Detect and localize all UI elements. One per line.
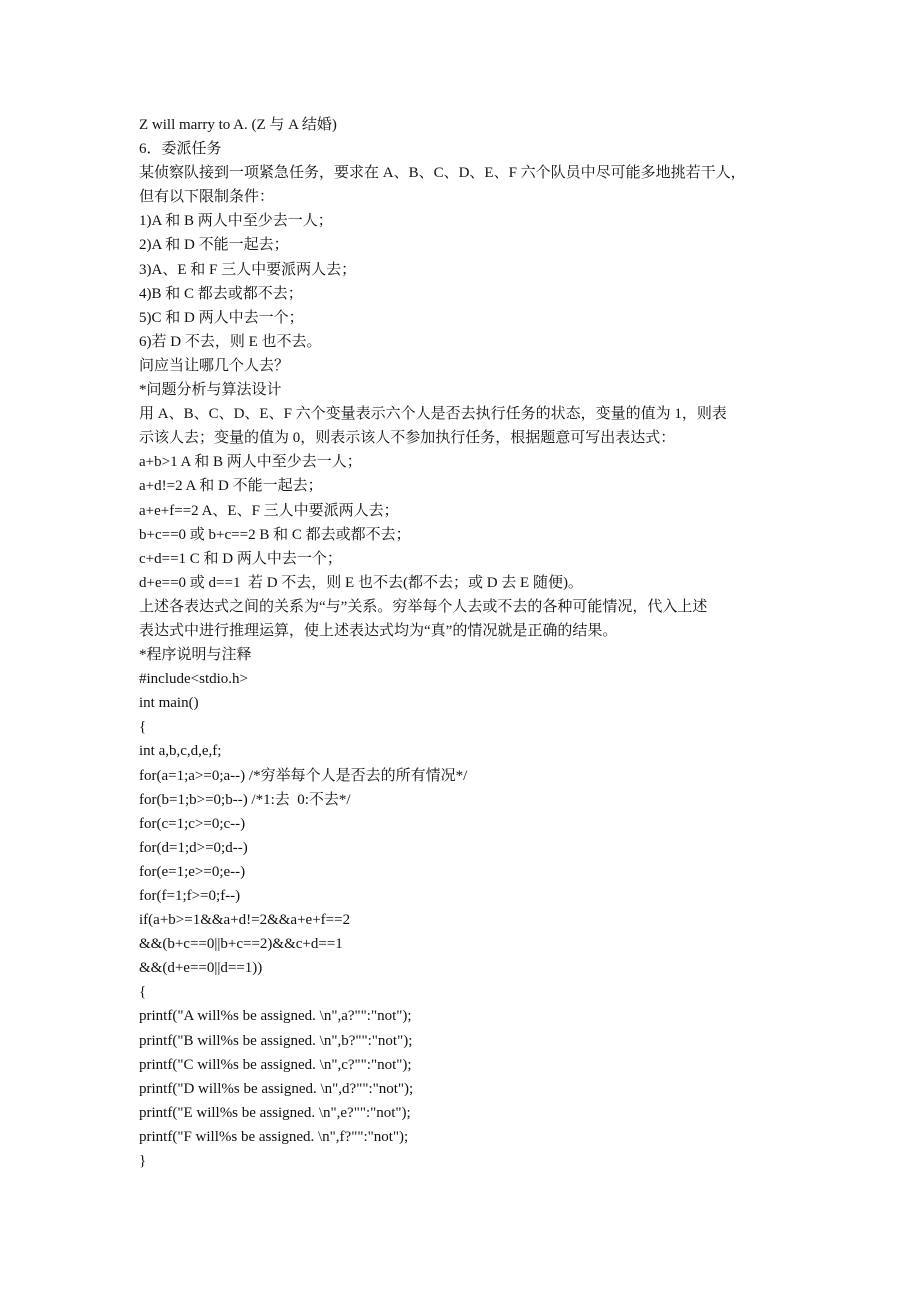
code-line: &&(b+c==0||b+c==2)&&c+d==1 (139, 936, 343, 953)
code-line: for(f=1;f>=0;f--) (139, 888, 241, 904)
condition-item: 6)若 D 不去，则 E 也不去。 (139, 333, 322, 350)
code-line: for(d=1;d>=0;d--) (139, 839, 248, 856)
section-heading: 6．委派任务 (139, 141, 222, 158)
text-line: Z will marry to A. (Z 与 A 结婚) (139, 117, 337, 133)
code-line: for(b=1;b>=0;b--) /*1:去 0:不去*/ (139, 791, 351, 808)
code-line: printf("A will%s be assigned. \n",a?"":"not"); (139, 1008, 412, 1025)
subsection-heading: *程序说明与注释 (139, 647, 252, 664)
document-body (139, 113, 799, 1173)
expression-line: c+d==1 C 和 D 两人中去一个； (139, 550, 342, 567)
text-line: 用 A、B、C、D、E、F 六个变量表示六个人是否去执行任务的状态，变量的值为 1，则表 (139, 406, 727, 423)
condition-item: 1)A 和 B 两人中至少去一人； (139, 213, 333, 230)
code-line: { (139, 984, 147, 1001)
subsection-heading: *问题分析与算法设计 (139, 382, 282, 399)
expression-line: a+b>1 A 和 B 两人中至少去一人； (139, 454, 362, 471)
condition-item: 5)C 和 D 两人中去一个； (139, 309, 304, 326)
text-line: 但有以下限制条件： (139, 189, 275, 206)
code-line: int main() (139, 695, 199, 712)
expression-line: a+e+f==2 A、E、F 三人中要派两人去； (139, 502, 399, 519)
code-line: { (139, 719, 147, 736)
code-line: #include<stdio.h> (139, 671, 248, 688)
code-line: } (139, 1153, 147, 1170)
text-line: 示该人去；变量的值为 0，则表示该人不参加执行任务，根据题意可写出表达式： (139, 430, 676, 447)
condition-item: 4)B 和 C 都去或都不去； (139, 285, 303, 302)
code-line: for(e=1;e>=0;e--) (139, 863, 246, 880)
code-line: for(c=1;c>=0;c--) (139, 815, 246, 832)
condition-item: 3)A、E 和 F 三人中要派两人去； (139, 261, 357, 278)
code-line: if(a+b>=1&&a+d!=2&&a+e+f==2 (139, 912, 351, 929)
text-line: 上述各表达式之间的关系为“与”关系。穷举每个人去或不去的各种可能情况，代入上述 (139, 598, 708, 615)
expression-line: b+c==0 或 b+c==2 B 和 C 都去或都不去； (139, 526, 411, 543)
code-line: for(a=1;a>=0;a--) /*穷举每个人是否去的所有情况*/ (139, 767, 468, 784)
code-line: int a,b,c,d,e,f; (139, 743, 222, 760)
code-line: &&(d+e==0||d==1)) (139, 960, 263, 977)
expression-line: d+e==0 或 d==1 若 D 不去，则 E 也不去(都不去；或 D 去 E 随便)。 (139, 574, 583, 591)
code-line: printf("E will%s be assigned. \n",e?"":"not"); (139, 1104, 411, 1121)
text-line: 某侦察队接到一项紧急任务，要求在 A、B、C、D、E、F 六个队员中尽可能多地挑若干人， (139, 165, 746, 182)
code-line: printf("F will%s be assigned. \n",f?"":"not"); (139, 1128, 409, 1145)
question-line: 问应当让哪几个人去？ (139, 357, 290, 374)
condition-item: 2)A 和 D 不能一起去； (139, 237, 289, 254)
code-line: printf("D will%s be assigned. \n",d?"":"not"); (139, 1080, 414, 1097)
code-line: printf("B will%s be assigned. \n",b?"":"not"); (139, 1032, 413, 1049)
code-line: printf("C will%s be assigned. \n",c?"":"not"); (139, 1056, 412, 1073)
text-line: 表达式中进行推理运算，使上述表达式均为“真”的情况就是正确的结果。 (139, 622, 618, 639)
expression-line: a+d!=2 A 和 D 不能一起去； (139, 478, 323, 495)
